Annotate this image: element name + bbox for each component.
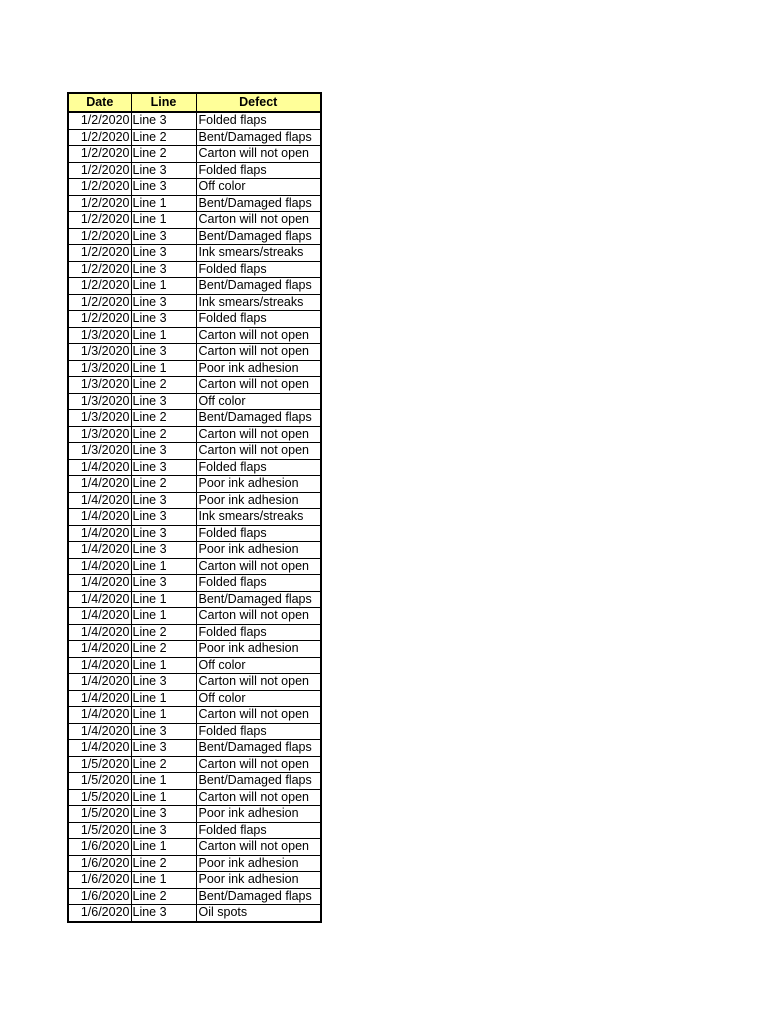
defect-cell[interactable]: Carton will not open [196,674,321,691]
line-cell[interactable]: Line 1 [131,212,196,229]
date-cell[interactable]: 1/5/2020 [68,789,131,806]
line-cell[interactable]: Line 1 [131,195,196,212]
table-row [68,228,321,245]
line-cell[interactable]: Line 1 [131,839,196,856]
date-cell[interactable]: 1/2/2020 [68,278,131,295]
table-body [68,112,321,922]
table-row [68,822,321,839]
defect-cell[interactable]: Carton will not open [196,377,321,394]
line-cell[interactable]: Line 1 [131,707,196,724]
date-cell[interactable]: 1/2/2020 [68,294,131,311]
defect-cell[interactable]: Off color [196,393,321,410]
date-cell[interactable]: 1/4/2020 [68,492,131,509]
date-cell[interactable]: 1/5/2020 [68,806,131,823]
date-cell[interactable]: 1/4/2020 [68,575,131,592]
line-cell[interactable]: Line 3 [131,179,196,196]
table-row [68,789,321,806]
table-row [68,327,321,344]
date-cell[interactable]: 1/5/2020 [68,756,131,773]
defect-cell[interactable]: Folded flaps [196,261,321,278]
line-cell[interactable]: Line 3 [131,344,196,361]
defect-cell[interactable]: Folded flaps [196,459,321,476]
table-row [68,129,321,146]
defect-cell[interactable]: Folded flaps [196,822,321,839]
date-cell[interactable]: 1/4/2020 [68,707,131,724]
line-cell[interactable]: Line 1 [131,360,196,377]
date-cell[interactable]: 1/2/2020 [68,311,131,328]
defect-cell[interactable]: Folded flaps [196,112,321,129]
date-cell[interactable]: 1/2/2020 [68,162,131,179]
defect-cell[interactable]: Bent/Damaged flaps [196,228,321,245]
date-cell[interactable]: 1/6/2020 [68,839,131,856]
table-row [68,112,321,129]
defect-cell[interactable]: Carton will not open [196,608,321,625]
line-cell[interactable]: Line 3 [131,261,196,278]
line-cell[interactable]: Line 2 [131,641,196,658]
date-cell[interactable]: 1/4/2020 [68,608,131,625]
date-cell[interactable]: 1/3/2020 [68,344,131,361]
line-cell[interactable]: Line 1 [131,558,196,575]
defect-cell[interactable]: Bent/Damaged flaps [196,740,321,757]
line-cell[interactable]: Line 2 [131,855,196,872]
table-row [68,311,321,328]
header-row [68,93,321,112]
date-cell[interactable]: 1/3/2020 [68,377,131,394]
date-cell[interactable]: 1/4/2020 [68,740,131,757]
line-cell[interactable]: Line 2 [131,129,196,146]
date-cell[interactable]: 1/3/2020 [68,393,131,410]
table-row [68,872,321,889]
line-cell[interactable]: Line 3 [131,806,196,823]
defect-cell[interactable]: Bent/Damaged flaps [196,129,321,146]
date-cell[interactable]: 1/2/2020 [68,129,131,146]
date-cell[interactable]: 1/6/2020 [68,905,131,922]
line-cell[interactable]: Line 3 [131,492,196,509]
table-row [68,459,321,476]
line-cell[interactable]: Line 2 [131,146,196,163]
table-row [68,839,321,856]
table-row [68,162,321,179]
column-header-line[interactable]: Line [131,93,196,112]
line-cell[interactable]: Line 3 [131,294,196,311]
table-row [68,344,321,361]
date-cell[interactable]: 1/2/2020 [68,179,131,196]
date-cell[interactable]: 1/5/2020 [68,822,131,839]
date-cell[interactable]: 1/2/2020 [68,228,131,245]
line-cell[interactable]: Line 3 [131,443,196,460]
line-cell[interactable]: Line 2 [131,476,196,493]
date-cell[interactable]: 1/3/2020 [68,360,131,377]
defect-cell[interactable]: Carton will not open [196,426,321,443]
defect-cell[interactable]: Poor ink adhesion [196,641,321,658]
date-cell[interactable]: 1/3/2020 [68,410,131,427]
defect-cell[interactable]: Carton will not open [196,146,321,163]
defect-cell[interactable]: Off color [196,179,321,196]
date-cell[interactable]: 1/4/2020 [68,690,131,707]
date-cell[interactable]: 1/2/2020 [68,146,131,163]
line-cell[interactable]: Line 1 [131,657,196,674]
line-cell[interactable]: Line 3 [131,162,196,179]
defect-cell[interactable]: Ink smears/streaks [196,509,321,526]
table-header [68,93,321,112]
table-row [68,641,321,658]
date-cell[interactable]: 1/4/2020 [68,509,131,526]
line-cell[interactable]: Line 1 [131,690,196,707]
table-row [68,542,321,559]
table-row [68,591,321,608]
table-row [68,855,321,872]
defect-cell[interactable]: Bent/Damaged flaps [196,410,321,427]
defect-cell[interactable]: Folded flaps [196,723,321,740]
line-cell[interactable]: Line 2 [131,426,196,443]
table-row [68,195,321,212]
defect-cell[interactable]: Folded flaps [196,624,321,641]
date-cell[interactable]: 1/4/2020 [68,641,131,658]
defect-cell[interactable]: Carton will not open [196,839,321,856]
line-cell[interactable]: Line 3 [131,723,196,740]
table-row [68,509,321,526]
line-cell[interactable]: Line 3 [131,674,196,691]
date-cell[interactable]: 1/3/2020 [68,327,131,344]
defect-cell[interactable]: Poor ink adhesion [196,855,321,872]
table-row [68,905,321,922]
defect-cell[interactable]: Folded flaps [196,575,321,592]
date-cell[interactable]: 1/2/2020 [68,245,131,262]
date-cell[interactable]: 1/2/2020 [68,112,131,129]
line-cell[interactable]: Line 3 [131,393,196,410]
table-row [68,657,321,674]
table-row [68,278,321,295]
defect-cell[interactable]: Folded flaps [196,162,321,179]
table-row [68,707,321,724]
date-cell[interactable]: 1/3/2020 [68,426,131,443]
date-cell[interactable]: 1/6/2020 [68,872,131,889]
table-row [68,377,321,394]
table-row [68,360,321,377]
date-cell[interactable]: 1/2/2020 [68,212,131,229]
line-cell[interactable]: Line 1 [131,591,196,608]
defect-cell[interactable]: Carton will not open [196,756,321,773]
table-row [68,476,321,493]
line-cell[interactable]: Line 1 [131,773,196,790]
column-header-date[interactable]: Date [68,93,131,112]
table-row [68,443,321,460]
defect-cell[interactable]: Ink smears/streaks [196,294,321,311]
line-cell[interactable]: Line 3 [131,525,196,542]
defect-cell[interactable]: Carton will not open [196,212,321,229]
defect-cell[interactable]: Bent/Damaged flaps [196,195,321,212]
table-row [68,624,321,641]
date-cell[interactable]: 1/4/2020 [68,476,131,493]
line-cell[interactable]: Line 2 [131,624,196,641]
defect-cell[interactable]: Carton will not open [196,558,321,575]
defect-log-table [67,92,322,923]
defect-cell[interactable]: Ink smears/streaks [196,245,321,262]
defect-cell[interactable]: Poor ink adhesion [196,806,321,823]
table-row [68,558,321,575]
date-cell[interactable]: 1/4/2020 [68,525,131,542]
line-cell[interactable]: Line 3 [131,575,196,592]
column-header-defect[interactable]: Defect [196,93,321,112]
table-row [68,393,321,410]
table-row [68,608,321,625]
defect-cell[interactable]: Carton will not open [196,789,321,806]
line-cell[interactable]: Line 2 [131,756,196,773]
defect-cell[interactable]: Carton will not open [196,707,321,724]
defect-cell[interactable]: Off color [196,690,321,707]
line-cell[interactable]: Line 3 [131,905,196,922]
defect-cell[interactable]: Bent/Damaged flaps [196,888,321,905]
date-cell[interactable]: 1/6/2020 [68,888,131,905]
date-cell[interactable]: 1/4/2020 [68,624,131,641]
defect-cell[interactable]: Folded flaps [196,525,321,542]
line-cell[interactable]: Line 3 [131,228,196,245]
date-cell[interactable]: 1/5/2020 [68,773,131,790]
defect-cell[interactable]: Carton will not open [196,344,321,361]
date-cell[interactable]: 1/3/2020 [68,443,131,460]
line-cell[interactable]: Line 3 [131,509,196,526]
table-row [68,492,321,509]
line-cell[interactable]: Line 1 [131,278,196,295]
defect-cell[interactable]: Poor ink adhesion [196,476,321,493]
table-row [68,575,321,592]
defect-cell[interactable]: Bent/Damaged flaps [196,278,321,295]
defect-cell[interactable]: Off color [196,657,321,674]
table-row [68,261,321,278]
date-cell[interactable]: 1/4/2020 [68,674,131,691]
line-cell[interactable]: Line 3 [131,112,196,129]
line-cell[interactable]: Line 1 [131,872,196,889]
defect-cell[interactable]: Carton will not open [196,443,321,460]
date-cell[interactable]: 1/4/2020 [68,591,131,608]
line-cell[interactable]: Line 2 [131,888,196,905]
defect-cell[interactable]: Poor ink adhesion [196,360,321,377]
line-cell[interactable]: Line 3 [131,459,196,476]
date-cell[interactable]: 1/4/2020 [68,459,131,476]
line-cell[interactable]: Line 2 [131,410,196,427]
table-row [68,756,321,773]
defect-cell[interactable]: Poor ink adhesion [196,492,321,509]
line-cell[interactable]: Line 1 [131,327,196,344]
defect-cell[interactable]: Poor ink adhesion [196,542,321,559]
table-row [68,773,321,790]
line-cell[interactable]: Line 3 [131,311,196,328]
defect-cell[interactable]: Poor ink adhesion [196,872,321,889]
date-cell[interactable]: 1/4/2020 [68,657,131,674]
table-row [68,146,321,163]
table-row [68,212,321,229]
date-cell[interactable]: 1/4/2020 [68,558,131,575]
table-row [68,723,321,740]
line-cell[interactable]: Line 3 [131,542,196,559]
table-row [68,888,321,905]
line-cell[interactable]: Line 2 [131,377,196,394]
line-cell[interactable]: Line 3 [131,245,196,262]
table-row [68,294,321,311]
table-row [68,525,321,542]
date-cell[interactable]: 1/6/2020 [68,855,131,872]
table-row [68,426,321,443]
defect-cell[interactable]: Oil spots [196,905,321,922]
defect-cell[interactable]: Bent/Damaged flaps [196,773,321,790]
table-row [68,674,321,691]
date-cell[interactable]: 1/2/2020 [68,195,131,212]
table-row [68,245,321,262]
defect-cell[interactable]: Bent/Damaged flaps [196,591,321,608]
date-cell[interactable]: 1/2/2020 [68,261,131,278]
table-row [68,740,321,757]
table-row [68,690,321,707]
table-row [68,410,321,427]
table-row [68,179,321,196]
line-cell[interactable]: Line 1 [131,789,196,806]
defect-cell[interactable]: Folded flaps [196,311,321,328]
line-cell[interactable]: Line 3 [131,822,196,839]
table-row [68,806,321,823]
defect-cell[interactable]: Carton will not open [196,327,321,344]
line-cell[interactable]: Line 1 [131,608,196,625]
date-cell[interactable]: 1/4/2020 [68,723,131,740]
date-cell[interactable]: 1/4/2020 [68,542,131,559]
line-cell[interactable]: Line 3 [131,740,196,757]
